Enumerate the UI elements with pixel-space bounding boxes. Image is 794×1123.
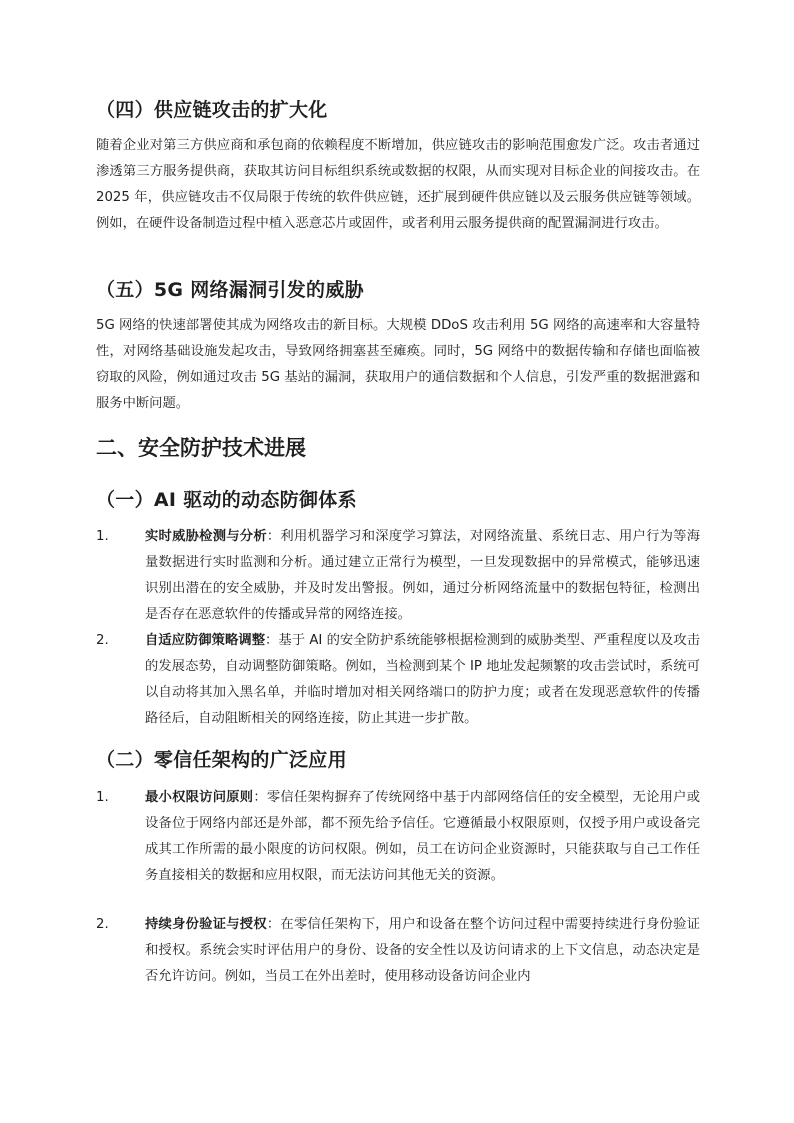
list-item	[96, 785, 700, 889]
list-item-text: ：利用机器学习和深度学习算法，对网络流量、系统日志、用户行为等海量数据进行实时监测和分析。通过建立正常行为模型，一旦发现数据中的异常模式，能够迅速识别出潜在的安全威胁，并及时发出警报。例如，通过分析网络流量中的数据包特征，检测出是否存在恶意软件的传播或异常的网络连接。	[145, 529, 701, 622]
list-item	[96, 628, 700, 732]
section-heading-5g: （五）5G 网络漏洞引发的威胁	[96, 279, 364, 301]
list-item-title: 自适应防御策略调整	[145, 633, 266, 648]
list-item-title: 持续身份验证与授权	[145, 917, 267, 932]
list-item-number: 2.	[96, 917, 109, 932]
section-heading-ai-defense: （一）AI 驱动的动态防御体系	[96, 489, 357, 511]
list-item-text: ：基于 AI 的安全防护系统能够根据检测到的威胁类型、严重程度以及攻击的发展态势，自动调整防御策略。例如，当检测到某个 IP 地址发起频繁的攻击尝试时，系统可以自动将其加入黑名单，并临时增加对相关网络端口的防护力度；或者在发现恶意软件的传播路径后，自动阻断相关的网络连接，防止其进一步扩散。	[145, 633, 701, 726]
section-heading-zero-trust: （二）零信任架构的广泛应用	[96, 749, 347, 771]
list-item-number: 1.	[96, 790, 109, 805]
chapter-heading-protection: 二、安全防护技术进展	[96, 436, 306, 460]
list-item-title: 最小权限访问原则	[145, 790, 254, 805]
list-item-title: 实时威胁检测与分析	[145, 529, 267, 544]
paragraph-5g: 5G 网络的快速部署使其成为网络攻击的新目标。大规模 DDoS 攻击利用 5G 网络的高速率和大容量特性，对网络基础设施发起攻击，导致网络拥塞甚至瘫痪。同时，5G 网络中的数据传输和存储也面临被窃取的风险，例如通过攻击 5G 基站的漏洞，获取用户的通信数据和个人信息，引发严重的数据泄露和服务中断问题。	[96, 318, 700, 411]
section-heading-supply-chain: （四）供应链攻击的扩大化	[96, 99, 328, 121]
list-item-number: 2.	[96, 633, 109, 648]
list-item	[96, 912, 700, 990]
list-item	[96, 524, 700, 628]
list-item-number: 1.	[96, 529, 109, 544]
list-item-text: ：零信任架构摒弃了传统网络中基于内部网络信任的安全模型，无论用户或设备位于网络内部还是外部，都不预先给予信任。它遵循最小权限原则，仅授予用户或设备完成其工作所需的最小限度的访问权限。例如，员工在访问企业资源时，只能获取与自己工作任务直接相关的数据和应用权限，而无法访问其他无关的资源。	[145, 790, 701, 883]
list-item-text: ：在零信任架构下，用户和设备在整个访问过程中需要持续进行身份验证和授权。系统会实时评估用户的身份、设备的安全性以及访问请求的上下文信息，动态决定是否允许访问。例如，当员工在外出差时，使用移动设备访问企业内	[145, 917, 701, 984]
paragraph-supply-chain: 随着企业对第三方供应商和承包商的依赖程度不断增加，供应链攻击的影响范围愈发广泛。攻击者通过渗透第三方服务提供商，获取其访问目标组织系统或数据的权限，从而实现对目标企业的间接攻击。在 2025 年，供应链攻击不仅局限于传统的软件供应链，还扩展到硬件供应链以及云服务供应链等领域。例如，在硬件设备制造过程中植入恶意芯片或固件，或者利用云服务提供商的配置漏洞进行攻击。	[96, 138, 700, 231]
